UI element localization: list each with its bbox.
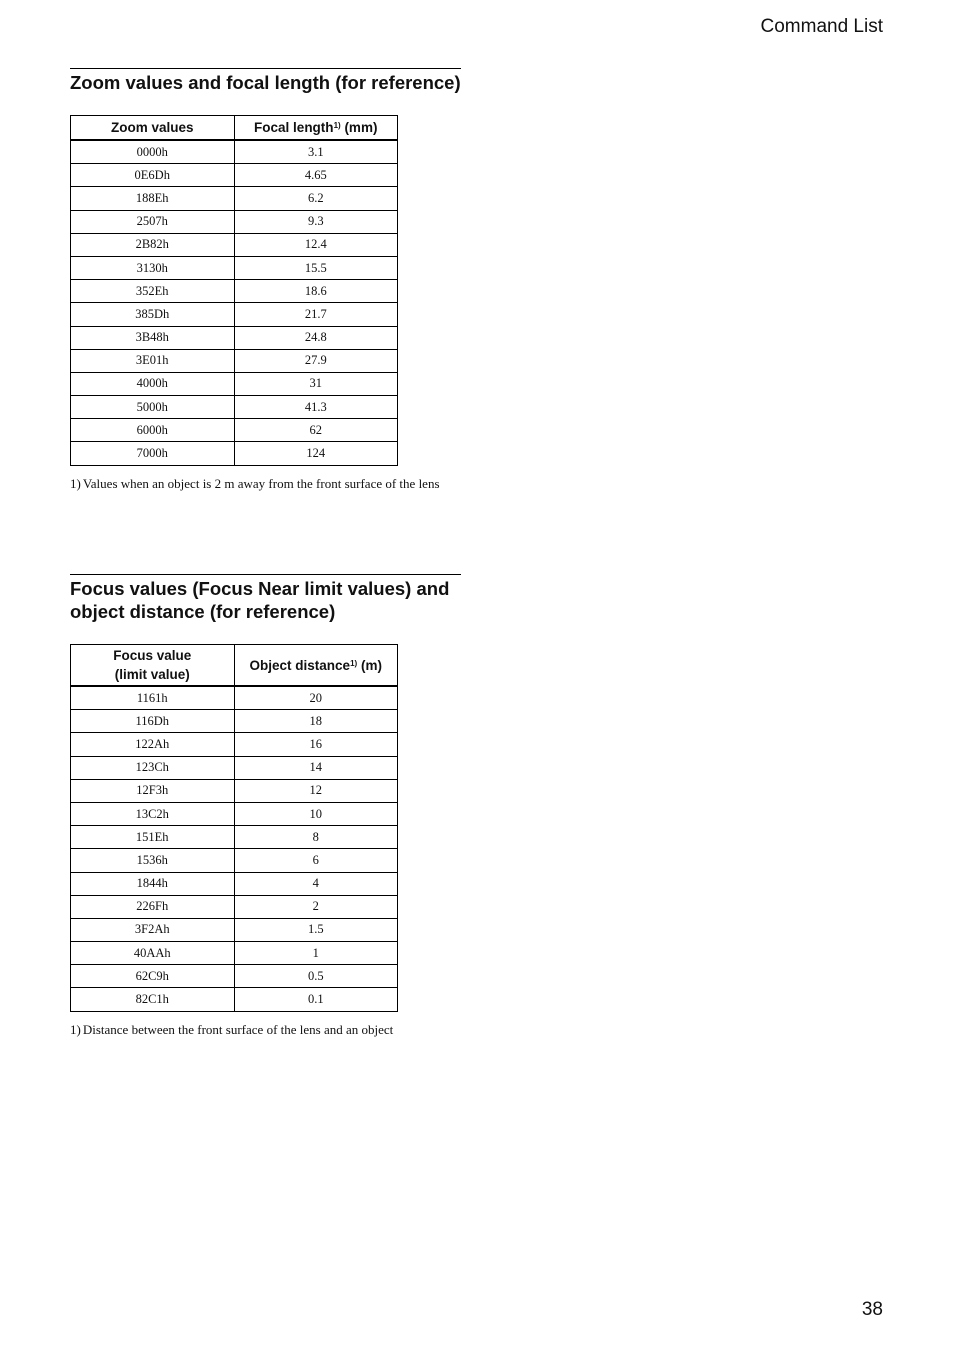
- focus-value-cell: 82C1h: [71, 988, 235, 1011]
- zoom-value-cell: 3E01h: [71, 349, 235, 372]
- focus-distance-table: [70, 644, 398, 1012]
- focus-table-body: [71, 686, 398, 1011]
- page-number: 38: [861, 1299, 883, 1320]
- zoom-value-cell: 6000h: [71, 419, 235, 442]
- table-row: [71, 442, 398, 465]
- zoom-section: [70, 68, 461, 493]
- zoom-value-cell: 5000h: [71, 396, 235, 419]
- focus-section-heading: Focus values (Focus Near limit values) and object distance (for reference): [70, 578, 450, 622]
- object-distance-cell: 0.5: [234, 965, 398, 988]
- table-row: [71, 965, 398, 988]
- object-distance-cell: 1: [234, 942, 398, 965]
- focal-length-header: [234, 116, 398, 141]
- zoom-value-cell: 385Dh: [71, 303, 235, 326]
- table-row: [71, 164, 398, 187]
- table-row: [71, 303, 398, 326]
- zoom-value-cell: 0E6Dh: [71, 164, 235, 187]
- focus-value-header-line1: Focus value: [113, 648, 192, 663]
- table-row: [71, 686, 398, 710]
- table-row: [71, 849, 398, 872]
- focus-value-cell: 116Dh: [71, 710, 235, 733]
- focus-value-cell: 13C2h: [71, 802, 235, 825]
- object-distance-cell: 16: [234, 733, 398, 756]
- table-row: [71, 256, 398, 279]
- table-row: [71, 210, 398, 233]
- object-distance-unit: (m): [357, 657, 382, 673]
- footnote-number: 1): [70, 1021, 81, 1037]
- zoom-value-cell: 352Eh: [71, 280, 235, 303]
- footnote-text: Distance between the front surface of the lens and an object: [82, 1021, 394, 1037]
- footnote-ref: 1): [333, 121, 341, 130]
- object-distance-cell: 1.5: [234, 918, 398, 941]
- object-distance-header: [234, 645, 398, 687]
- table-row: [71, 233, 398, 256]
- zoom-value-cell: 7000h: [71, 442, 235, 465]
- zoom-footnote: [70, 474, 461, 493]
- object-distance-cell: 8: [234, 826, 398, 849]
- table-row: [71, 280, 398, 303]
- footnote-number: 1): [70, 475, 81, 491]
- zoom-value-cell: 3130h: [71, 256, 235, 279]
- focal-length-unit: (mm): [340, 120, 378, 135]
- focus-value-cell: 123Ch: [71, 756, 235, 779]
- focus-value-cell: 12F3h: [71, 779, 235, 802]
- table-row: [71, 326, 398, 349]
- zoom-value-cell: 0000h: [71, 140, 235, 164]
- table-row: [71, 140, 398, 164]
- object-distance-header-label: Object distance: [249, 657, 351, 673]
- table-row: [71, 826, 398, 849]
- focal-length-cell: 24.8: [234, 326, 398, 349]
- object-distance-cell: 2: [234, 895, 398, 918]
- focus-value-cell: 1536h: [71, 849, 235, 872]
- object-distance-cell: 10: [234, 802, 398, 825]
- focus-value-cell: 122Ah: [71, 733, 235, 756]
- focal-length-cell: 41.3: [234, 396, 398, 419]
- table-row: [71, 733, 398, 756]
- focal-length-cell: 4.65: [234, 164, 398, 187]
- zoom-values-header: Zoom values: [71, 116, 235, 141]
- zoom-table-body: [71, 140, 398, 465]
- zoom-value-cell: 188Eh: [71, 187, 235, 210]
- focal-length-cell: 124: [234, 442, 398, 465]
- table-row: [71, 756, 398, 779]
- header-title: Command List: [760, 16, 883, 37]
- focal-length-cell: 21.7: [234, 303, 398, 326]
- zoom-focal-table: [70, 115, 398, 466]
- focus-footnote: [70, 1020, 461, 1039]
- zoom-value-cell: 2B82h: [71, 233, 235, 256]
- object-distance-cell: 4: [234, 872, 398, 895]
- zoom-value-cell: 3B48h: [71, 326, 235, 349]
- focus-value-cell: 1161h: [71, 686, 235, 710]
- table-row: [71, 942, 398, 965]
- focal-length-cell: 3.1: [234, 140, 398, 164]
- object-distance-cell: 20: [234, 686, 398, 710]
- zoom-value-cell: 4000h: [71, 372, 235, 395]
- table-row: [71, 895, 398, 918]
- object-distance-cell: 14: [234, 756, 398, 779]
- table-row: [71, 396, 398, 419]
- focus-value-cell: 151Eh: [71, 826, 235, 849]
- table-header-row: [71, 645, 398, 687]
- focus-value-cell: 226Fh: [71, 895, 235, 918]
- footnote-text: Values when an object is 2 m away from the front surface of the lens: [82, 475, 440, 491]
- table-row: [71, 349, 398, 372]
- table-row: [71, 372, 398, 395]
- object-distance-cell: 18: [234, 710, 398, 733]
- focal-length-cell: 27.9: [234, 349, 398, 372]
- object-distance-cell: 12: [234, 779, 398, 802]
- zoom-section-heading: Zoom values and focal length (for reference): [70, 72, 461, 93]
- focus-value-cell: 62C9h: [71, 965, 235, 988]
- focal-length-header-label: Focal length: [254, 120, 334, 135]
- table-header-row: [71, 116, 398, 141]
- table-row: [71, 419, 398, 442]
- focal-length-cell: 62: [234, 419, 398, 442]
- table-row: [71, 802, 398, 825]
- table-row: [71, 779, 398, 802]
- table-row: [71, 988, 398, 1011]
- focal-length-cell: 12.4: [234, 233, 398, 256]
- table-row: [71, 710, 398, 733]
- focal-length-cell: 18.6: [234, 280, 398, 303]
- object-distance-cell: 6: [234, 849, 398, 872]
- focal-length-cell: 15.5: [234, 256, 398, 279]
- focal-length-cell: 9.3: [234, 210, 398, 233]
- table-row: [71, 187, 398, 210]
- zoom-value-cell: 2507h: [71, 210, 235, 233]
- focus-value-cell: 40AAh: [71, 942, 235, 965]
- table-row: [71, 918, 398, 941]
- focus-section: [70, 574, 461, 1039]
- focus-value-cell: 1844h: [71, 872, 235, 895]
- focal-length-cell: 6.2: [234, 187, 398, 210]
- object-distance-cell: 0.1: [234, 988, 398, 1011]
- focus-value-header-line2: (limit value): [114, 667, 190, 682]
- footnote-ref: 1): [350, 658, 358, 668]
- table-row: [71, 872, 398, 895]
- focal-length-cell: 31: [234, 372, 398, 395]
- focus-value-cell: 3F2Ah: [71, 918, 235, 941]
- focus-value-header: [71, 645, 235, 687]
